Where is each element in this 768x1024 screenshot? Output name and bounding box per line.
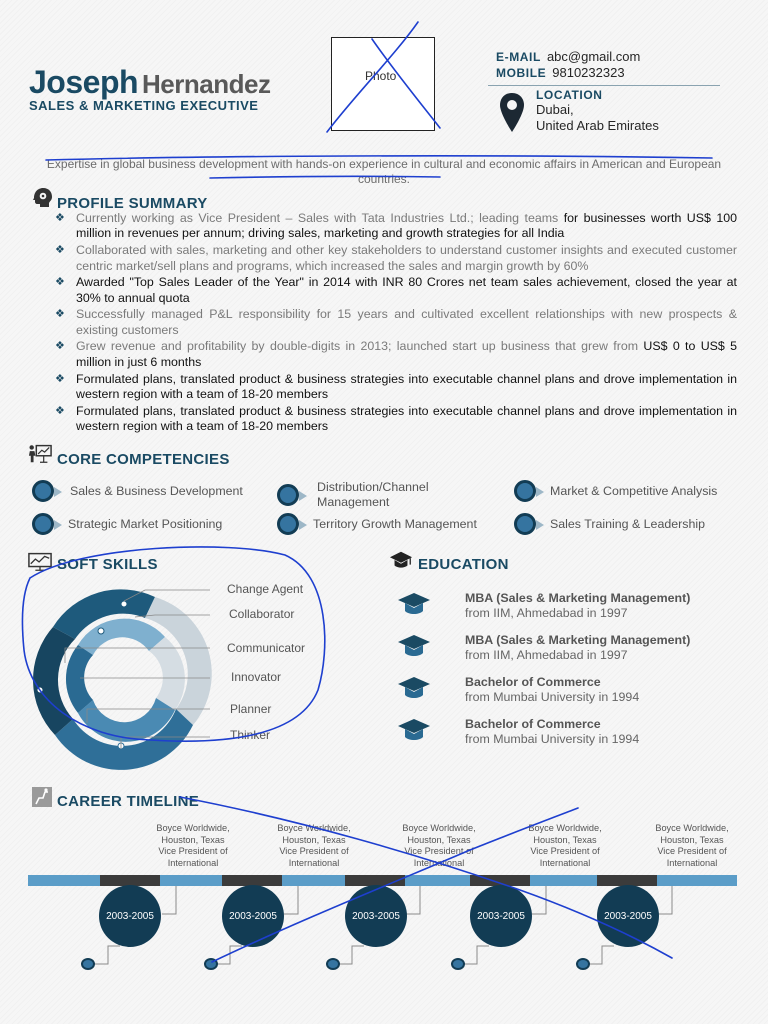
- timeline-years: 2003-2005: [352, 910, 400, 922]
- photo-placeholder: [331, 37, 435, 131]
- education-detail: from IIM, Ahmedabad in 1997: [465, 648, 628, 662]
- profile-summary-text: Successfully managed P&L responsibility for 15 years and cultivated excellent relationships with new prospects & existing customers: [76, 307, 737, 337]
- profile-summary-text: Collaborated with sales, marketing and other key stakeholders to understand customer insights and executed customer centric market/sell plans and programs, which increased the sales and margin growth by 60%: [76, 243, 737, 273]
- timeline-entry-line: Boyce Worldwide,: [156, 823, 230, 833]
- timeline-entry-text: [391, 823, 487, 869]
- timeline-entry-line: Vice President of: [404, 846, 474, 856]
- head-gears-icon: [30, 186, 54, 208]
- location-line2: United Arab Emirates: [536, 118, 659, 133]
- profile-summary-item: [55, 211, 737, 242]
- profile-summary-item: [55, 372, 737, 403]
- core-competencies-heading: CORE COMPETENCIES: [57, 451, 230, 468]
- competency-item: [32, 513, 222, 535]
- mortarboard-icon: [397, 634, 431, 658]
- presenter-board-icon: [28, 442, 52, 464]
- last-name: Hernandez: [142, 69, 271, 99]
- competency-item: [514, 513, 705, 535]
- location-line1: Dubai,: [536, 102, 574, 117]
- timeline-entry-line: International: [539, 857, 591, 868]
- competency-bullet-icon: [514, 480, 536, 502]
- competency-label: Distribution/Channel Management: [317, 480, 429, 509]
- timeline-entry-text: [644, 823, 740, 869]
- profile-summary-item: [55, 404, 737, 435]
- competency-item: [514, 480, 717, 502]
- timeline-entry-line: Boyce Worldwide,: [655, 823, 729, 833]
- profile-summary-text: US$ 0 to US$ 5 million in just 6 months: [76, 339, 738, 369]
- email-label: E-MAIL: [496, 50, 541, 64]
- photo-label: Photo: [365, 69, 397, 83]
- profile-summary-text: Currently working as Vice President – Sales with Tata Industries Ltd.; leading teams: [76, 211, 564, 225]
- profile-summary-text: Grew revenue and profitability by double-digits in 2013; launched start up business that grew from: [76, 339, 644, 354]
- profile-summary-text: Awarded "Top Sales Leader of the Year" in 2014 with INR 80 Crores net team sales achievement, closed the year at 30% to annual quota: [76, 275, 737, 305]
- career-ladder-icon: [30, 786, 54, 808]
- timeline-entry-line: Houston, Texas: [660, 834, 724, 845]
- competency-item: [32, 480, 243, 502]
- timeline-years: 2003-2005: [477, 910, 525, 922]
- competency-bullet-icon: [32, 480, 54, 502]
- competency-label: Territory Growth Management: [313, 516, 477, 531]
- timeline-entry-line: Houston, Texas: [282, 834, 346, 845]
- education-detail: from Mumbai University in 1994: [465, 732, 640, 746]
- competency-bullet-icon: [514, 513, 536, 535]
- timeline-entry-text: [517, 823, 613, 869]
- timeline-dot-icon: [204, 958, 218, 970]
- timeline-year-circle: [470, 885, 532, 947]
- soft-skill-label: Communicator: [227, 641, 306, 655]
- timeline-dot-icon: [326, 958, 340, 970]
- contact-divider: [488, 85, 720, 86]
- competency-label: Sales & Business Development: [70, 483, 243, 498]
- timeline-entry-line: Vice President of: [530, 846, 600, 856]
- first-name: Joseph: [29, 64, 139, 100]
- mobile-label: MOBILE: [496, 66, 547, 80]
- location-label: LOCATION: [536, 88, 603, 102]
- competency-bullet-icon: [32, 513, 54, 535]
- mobile-value: 9810232323: [552, 65, 625, 80]
- education-degree: Bachelor of Commerce: [465, 717, 601, 731]
- diamond-bullet-icon: ❖: [55, 308, 65, 321]
- profile-summary-item: [55, 339, 737, 370]
- timeline-dot-icon: [576, 958, 590, 970]
- timeline-entry-line: Vice President of: [657, 846, 727, 856]
- education-degree: Bachelor of Commerce: [465, 675, 601, 689]
- competency-label: Market & Competitive Analysis: [550, 483, 718, 498]
- profile-summary-item: [55, 243, 737, 274]
- timeline-dot-icon: [81, 958, 95, 970]
- email-value: abc@gmail.com: [546, 49, 641, 64]
- timeline-entry-line: International: [288, 857, 340, 868]
- diamond-bullet-icon: ❖: [55, 244, 65, 257]
- timeline-entry-line: Houston, Texas: [161, 834, 225, 845]
- soft-skill-label: Collaborator: [229, 607, 295, 621]
- soft-skill-label: Innovator: [231, 670, 282, 684]
- graduation-cap-icon: [389, 549, 413, 571]
- education-detail: from IIM, Ahmedabad in 1997: [465, 606, 628, 620]
- job-title: SALES & MARKETING EXECUTIVE: [29, 98, 259, 113]
- timeline-entry-line: Houston, Texas: [407, 834, 471, 845]
- competency-label: Sales Training & Leadership: [550, 516, 705, 531]
- chart-board-icon: [28, 550, 52, 572]
- timeline-entry-text: [145, 823, 241, 869]
- soft-skills-heading: SOFT SKILLS: [57, 556, 158, 573]
- profile-summary-item: [55, 307, 737, 338]
- timeline-entry-line: Boyce Worldwide,: [277, 823, 351, 833]
- timeline-years: 2003-2005: [604, 910, 652, 922]
- timeline-entry-line: Houston, Texas: [533, 834, 597, 845]
- education-degree: MBA (Sales & Marketing Management): [465, 633, 691, 647]
- timeline-year-circle: [597, 885, 659, 947]
- career-timeline-heading: CAREER TIMELINE: [57, 793, 200, 810]
- diamond-bullet-icon: ❖: [55, 276, 65, 289]
- profile-summary-list: [55, 211, 737, 436]
- timeline-entry-line: Vice President of: [279, 846, 349, 856]
- soft-skill-label: Change Agent: [227, 582, 304, 596]
- profile-summary-item: [55, 275, 737, 306]
- competency-item: [277, 513, 477, 535]
- timeline-entry-line: Boyce Worldwide,: [528, 823, 602, 833]
- competency-bullet-icon: [277, 513, 299, 535]
- diamond-bullet-icon: ❖: [55, 404, 65, 417]
- timeline-years: 2003-2005: [229, 910, 277, 922]
- education-heading: EDUCATION: [418, 556, 509, 573]
- timeline-dot-icon: [451, 958, 465, 970]
- profile-summary-text: for businesses worth US$ 100 million in revenues per annum; driving sales, marketing and growth strategies for all India: [76, 211, 738, 241]
- competency-label: Strategic Market Positioning: [68, 516, 223, 531]
- soft-skill-label: Planner: [230, 702, 272, 716]
- timeline-entry-line: Boyce Worldwide,: [402, 823, 476, 833]
- timeline-year-circle: [345, 885, 407, 947]
- timeline-entry-line: International: [666, 857, 718, 868]
- mortarboard-icon: [397, 592, 431, 616]
- competency-item: [277, 480, 457, 510]
- timeline-entry-line: International: [413, 857, 465, 868]
- timeline-year-circle: [99, 885, 161, 947]
- timeline-year-circle: [222, 885, 284, 947]
- profile-summary-text: Formulated plans, translated product & business strategies into executable channel plans and drove implementation in western region with a team of 18-20 members: [76, 403, 737, 434]
- candidate-name: [29, 64, 270, 101]
- profile-summary-text: Formulated plans, translated product & business strategies into executable channel plans and drove implementation in western region with a team of 18-20 members: [76, 371, 737, 401]
- diamond-bullet-icon: ❖: [55, 212, 65, 224]
- profile-summary-heading: PROFILE SUMMARY: [57, 195, 208, 212]
- soft-skill-label: Thinker: [230, 728, 271, 742]
- competency-bullet-icon: [277, 484, 299, 506]
- timeline-entry-line: International: [167, 857, 219, 868]
- education-degree: MBA (Sales & Marketing Management): [465, 591, 691, 605]
- email-row: [496, 49, 640, 64]
- diamond-bullet-icon: ❖: [55, 372, 65, 385]
- location-pin-icon: [499, 92, 525, 134]
- mobile-row: [496, 65, 625, 80]
- mortarboard-icon: [397, 718, 431, 742]
- mortarboard-icon: [397, 676, 431, 700]
- professional-tagline: Expertise in global business development with hands-on experience in cultural and economic affairs in American and European countries.: [46, 157, 722, 186]
- education-detail: from Mumbai University in 1994: [465, 690, 640, 704]
- diamond-bullet-icon: ❖: [55, 340, 65, 353]
- timeline-entry-text: [266, 823, 362, 869]
- timeline-years: 2003-2005: [106, 910, 154, 922]
- timeline-entry-line: Vice President of: [158, 846, 228, 856]
